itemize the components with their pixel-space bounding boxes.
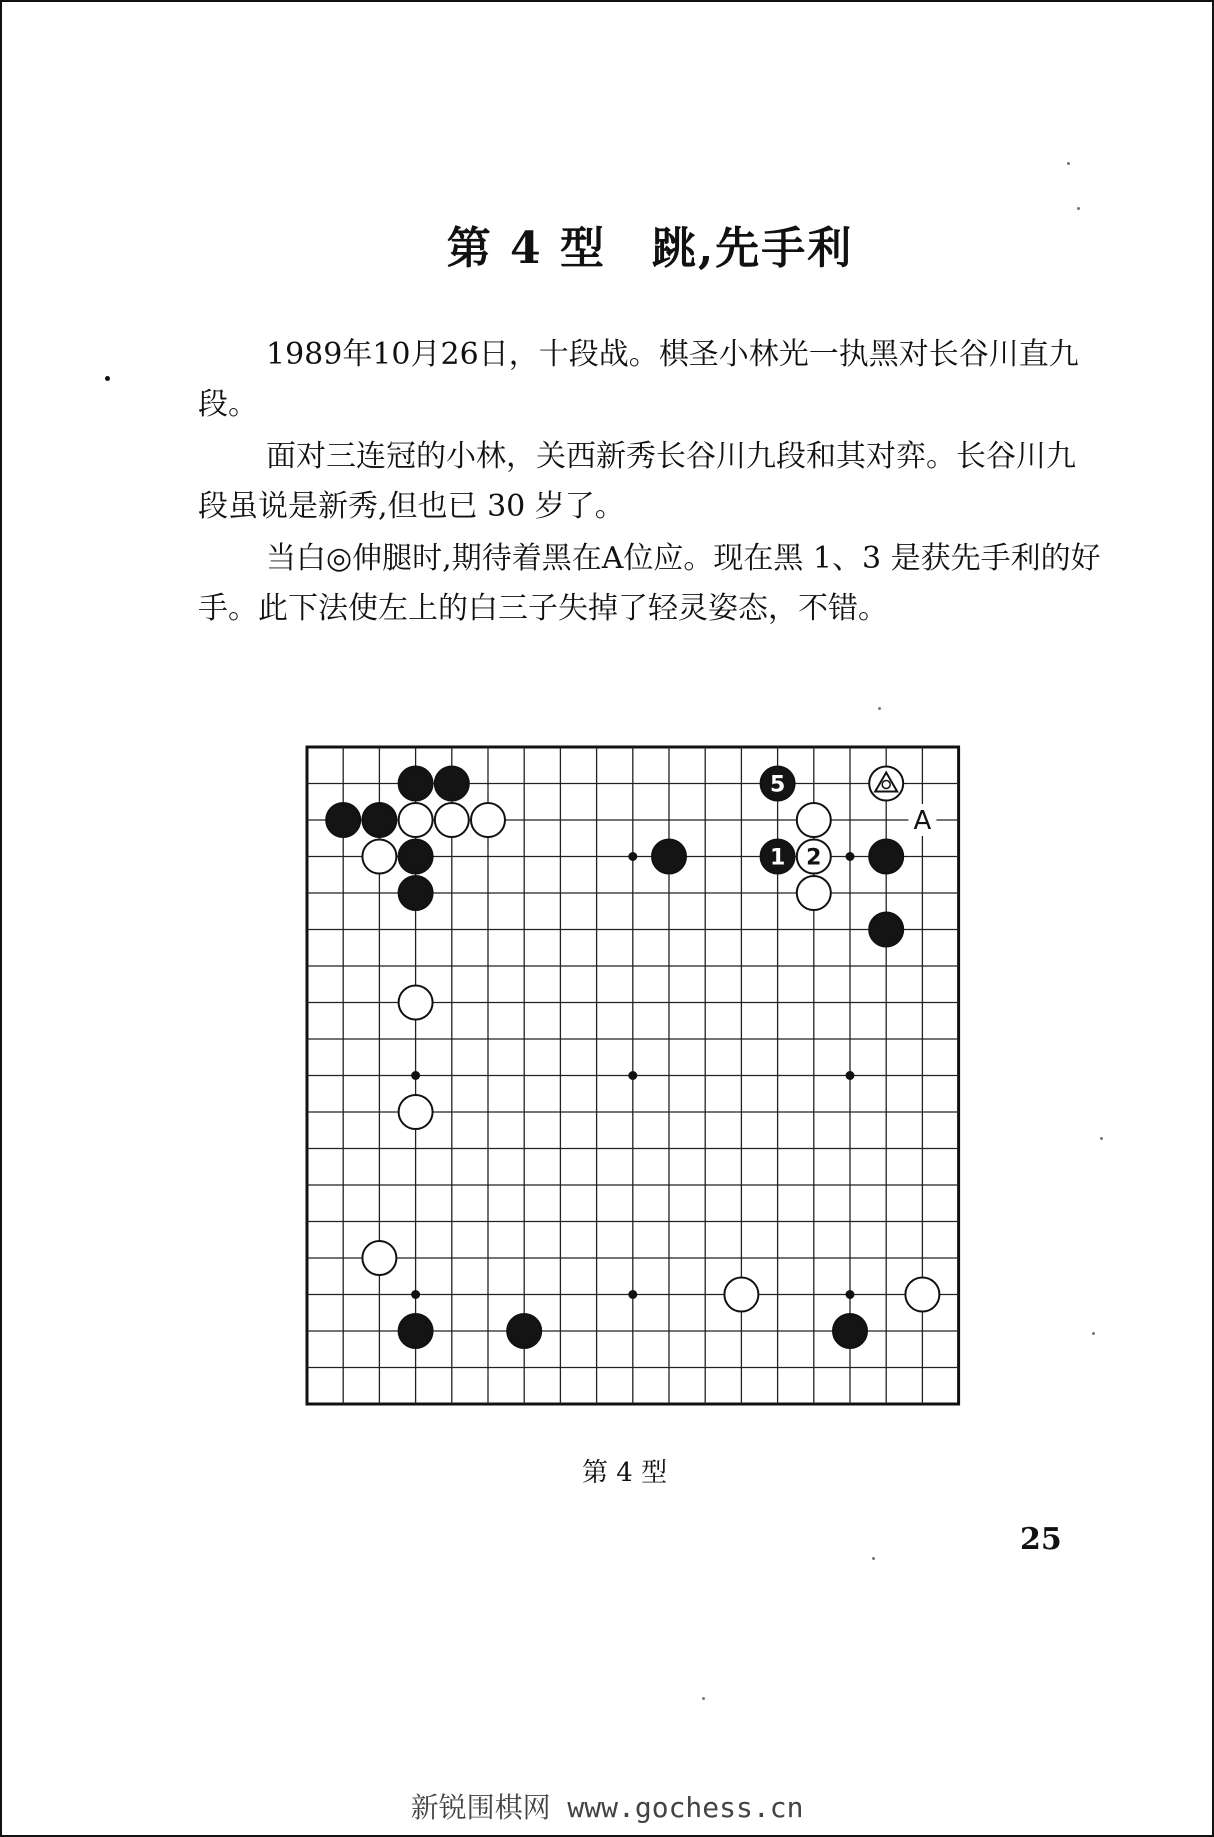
chapter-title: 第 4 型 跳,先手利 (446, 223, 854, 274)
scan-speck (1100, 1137, 1103, 1140)
paragraph-3 (198, 534, 1104, 634)
black-stone (869, 840, 903, 874)
scan-speck (702, 1697, 705, 1700)
scan-speck (1092, 1332, 1095, 1335)
white-stone (362, 1241, 396, 1275)
star-point (846, 1071, 855, 1080)
black-stone (362, 803, 396, 837)
star-point (628, 852, 637, 861)
stone-move-number: 2 (806, 845, 822, 871)
stone-move-number: 1 (769, 845, 786, 871)
margin-dot (105, 376, 110, 381)
white-stone (797, 876, 831, 910)
star-point (628, 1290, 637, 1299)
star-point (846, 1290, 855, 1299)
black-stone (435, 767, 469, 801)
white-stone (724, 1278, 758, 1312)
star-point (411, 1071, 420, 1080)
black-stone (869, 913, 903, 947)
star-point (846, 852, 855, 861)
paragraph-1 (198, 330, 1104, 430)
scan-speck (1067, 162, 1070, 165)
star-point (411, 1290, 420, 1299)
black-stone (399, 876, 433, 910)
stone-move-number: 5 (769, 772, 786, 798)
white-stone (435, 803, 469, 837)
black-stone (326, 803, 360, 837)
paragraph-2 (198, 432, 1104, 532)
white-stone (471, 803, 505, 837)
black-stone (399, 767, 433, 801)
paragraph-3-text: 当白◎伸腿时,期待着黑在A位应。现在黑 1、3 是获先手利的好手。此下法使左上的白三子失掉了轻灵姿态，不错。 (198, 541, 1101, 626)
paragraph-1-text: 1989年10月26日，十段战。棋圣小林光一执黑对长谷川直九段。 (198, 337, 1079, 422)
white-stone (399, 986, 433, 1020)
paragraph-2-text: 面对三连冠的小林，关西新秀长谷川九段和其对弈。长谷川九段虽说是新秀,但也已 30 岁了。 (198, 439, 1076, 524)
black-stone (652, 840, 686, 874)
scan-speck (1077, 207, 1080, 210)
star-point (628, 1071, 637, 1080)
black-stone (507, 1314, 541, 1348)
white-stone (362, 840, 396, 874)
diagram-caption: 第 4 型 (582, 1458, 668, 1488)
black-stone (399, 840, 433, 874)
white-stone (797, 803, 831, 837)
site-watermark: 新锐围棋网 www.gochess.cn (410, 1791, 804, 1824)
white-stone (399, 1095, 433, 1129)
white-stone (905, 1278, 939, 1312)
scan-speck (872, 1557, 875, 1560)
page-number: 25 (1020, 1522, 1062, 1557)
scan-speck (878, 707, 881, 710)
position-marker-label: A (913, 806, 932, 836)
black-stone (399, 1314, 433, 1348)
go-board-diagram (302, 742, 962, 1422)
white-stone (399, 803, 433, 837)
black-stone (833, 1314, 867, 1348)
